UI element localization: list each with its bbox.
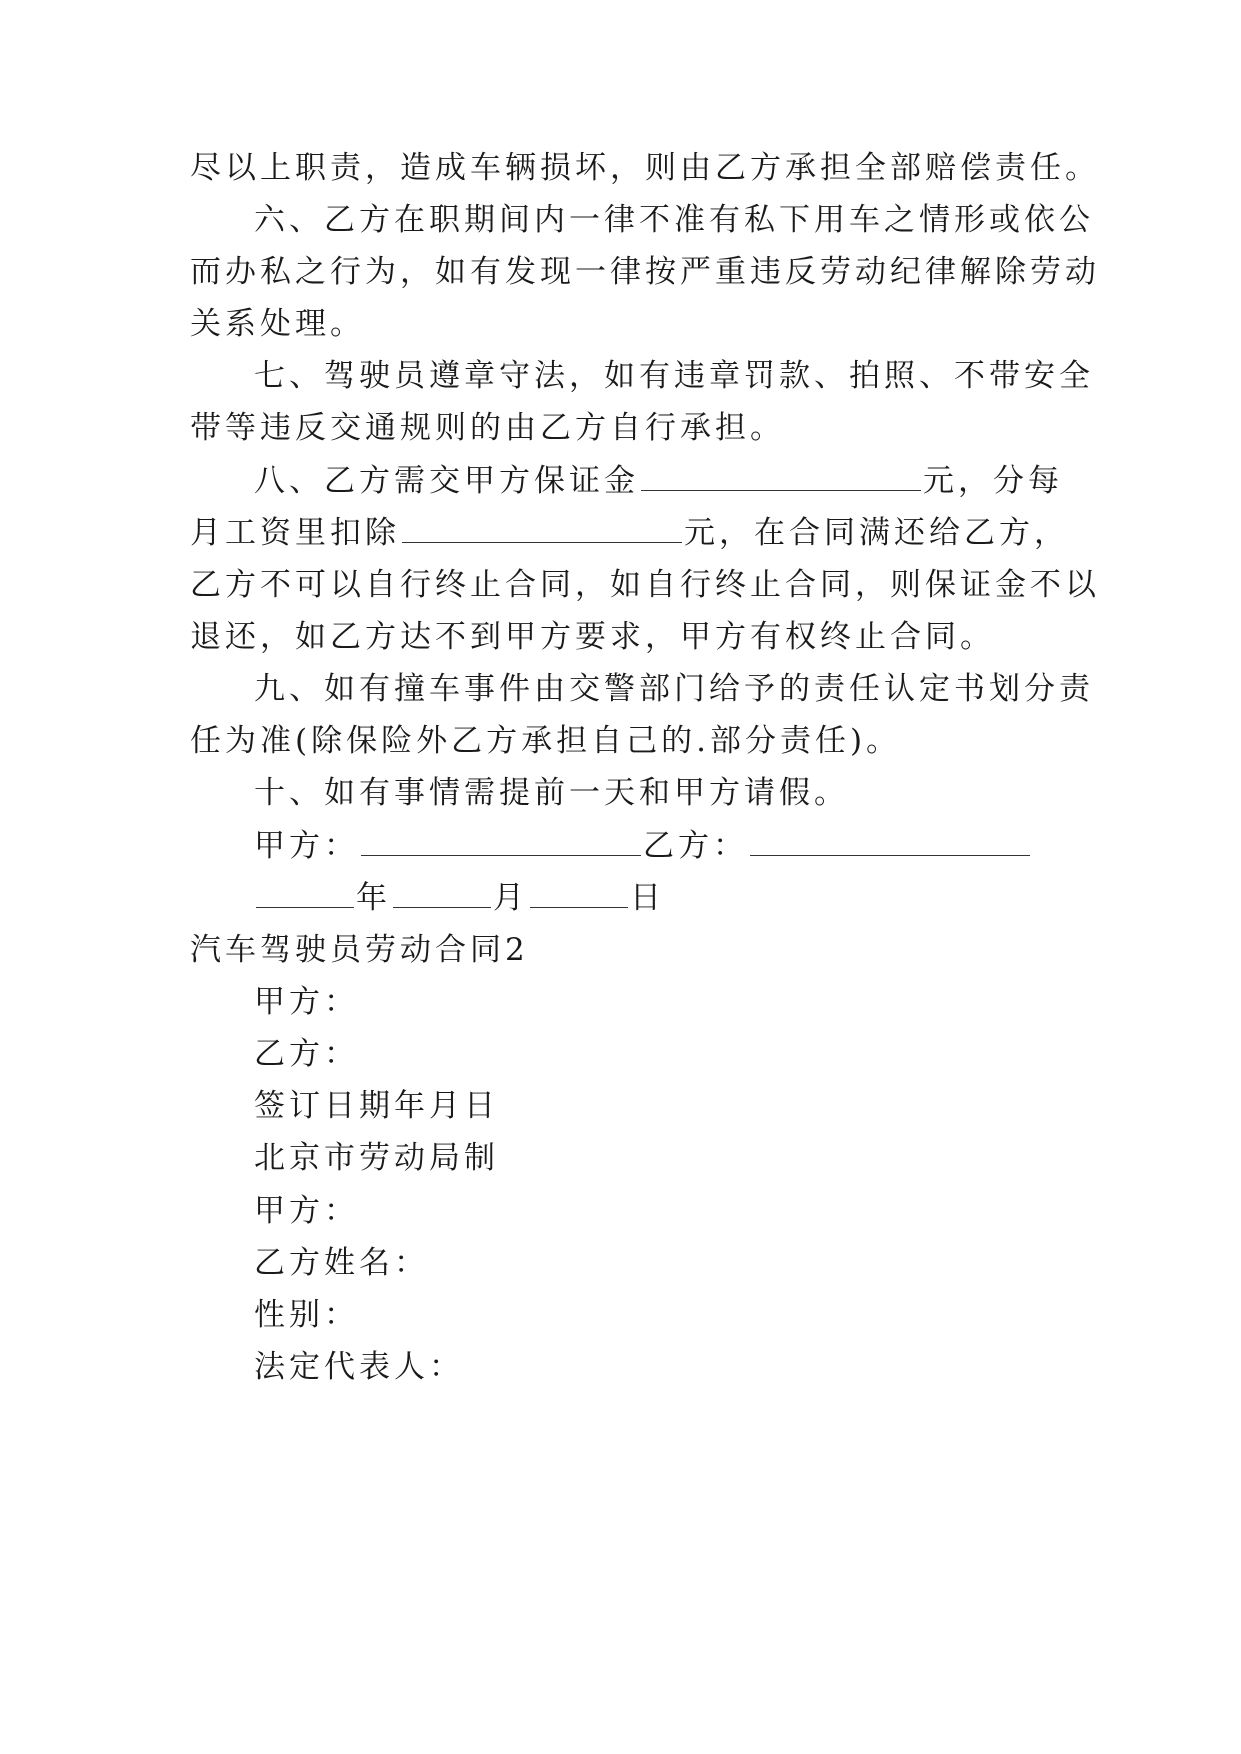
deduction-amount-blank[interactable] xyxy=(402,516,682,543)
day-blank[interactable] xyxy=(530,881,628,908)
paragraph-line: 七、驾驶员遵章守法，如有违章罚款、拍照、不带安全 xyxy=(254,358,1094,394)
deposit-suffix: 元，分每 xyxy=(923,463,1063,499)
gender-field: 性别： xyxy=(254,1297,359,1333)
paragraph-line: 任为准(除保险外乙方承担自己的.部分责任)。 xyxy=(190,723,902,759)
deduction-line xyxy=(190,513,1070,553)
paragraph-line: 而办私之行为，如有发现一律按严重违反劳动纪律解除劳动 xyxy=(190,254,1100,290)
legal-representative-field: 法定代表人： xyxy=(254,1349,464,1385)
year-blank[interactable] xyxy=(256,881,354,908)
day-label: 日 xyxy=(630,880,665,916)
deposit-line xyxy=(254,461,1134,501)
paragraph-line: 九、如有撞车事件由交警部门给予的责任认定书划分责 xyxy=(254,671,1094,707)
paragraph-line: 关系处理。 xyxy=(190,306,365,342)
paragraph-line: 退还，如乙方达不到甲方要求，甲方有权终止合同。 xyxy=(190,619,995,655)
party-b-field: 乙方： xyxy=(254,1036,359,1072)
month-blank[interactable] xyxy=(393,881,491,908)
party-b-name-field: 乙方姓名： xyxy=(254,1245,429,1281)
month-label: 月 xyxy=(493,880,528,916)
paragraph-line: 十、如有事情需提前一天和甲方请假。 xyxy=(254,775,849,811)
party-b-label: 乙方： xyxy=(643,828,748,864)
deduction-suffix: 元，在合同满还给乙方， xyxy=(684,515,1069,551)
paragraph-line: 尽以上职责，造成车辆损坏，则由乙方承担全部赔偿责任。 xyxy=(190,150,1100,186)
deposit-amount-blank[interactable] xyxy=(641,464,921,491)
date-line xyxy=(254,878,1134,918)
section-title: 汽车驾驶员劳动合同2 xyxy=(190,932,529,968)
party-a-field: 甲方： xyxy=(254,984,359,1020)
party-a-field: 甲方： xyxy=(254,1193,359,1229)
year-label: 年 xyxy=(356,880,391,916)
paragraph-line: 带等违反交通规则的由乙方自行承担。 xyxy=(190,410,785,446)
deposit-label: 八、乙方需交甲方保证金 xyxy=(254,463,639,499)
party-b-signature-blank[interactable] xyxy=(750,829,1030,856)
issuer-field: 北京市劳动局制 xyxy=(254,1140,499,1176)
party-a-signature-blank[interactable] xyxy=(361,829,641,856)
party-a-label: 甲方： xyxy=(254,828,359,864)
signing-date-field: 签订日期年月日 xyxy=(254,1088,499,1124)
paragraph-line: 六、乙方在职期间内一律不准有私下用车之情形或依公 xyxy=(254,202,1094,238)
signature-line xyxy=(254,826,1134,866)
deduction-label: 月工资里扣除 xyxy=(190,515,400,551)
paragraph-line: 乙方不可以自行终止合同，如自行终止合同，则保证金不以 xyxy=(190,567,1100,603)
